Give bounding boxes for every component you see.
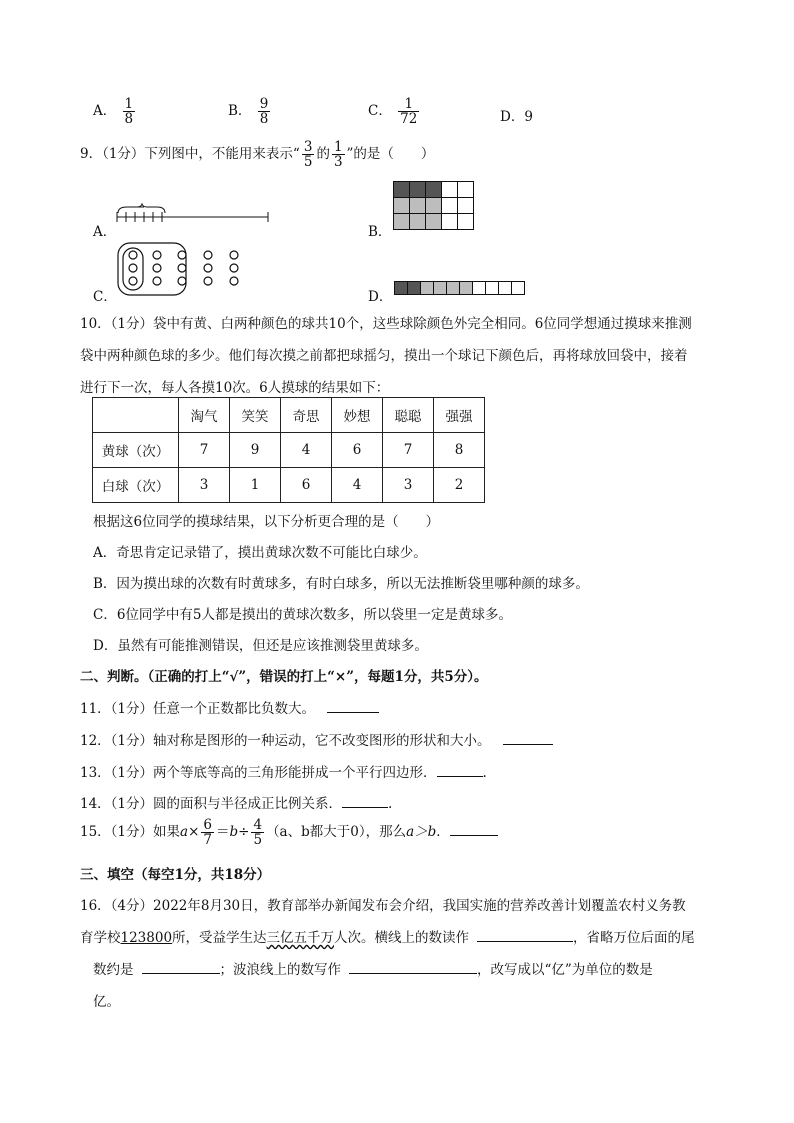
table-cell: 白球（次） — [93, 468, 179, 503]
table-cell: 笑笑 — [230, 398, 281, 433]
q10-option-d: D．虽然有可能推测错误，但还是应该推测袋里黄球多。 — [93, 638, 428, 654]
q8-option-a: A． $\frac{1}{8}$ — [93, 96, 134, 128]
table-cell: 妙想 — [332, 398, 383, 433]
table-cell: 奇思 — [281, 398, 332, 433]
fraction: $\frac{1}{72}$ — [400, 96, 418, 128]
table-cell: 聪聪 — [383, 398, 434, 433]
wavy-underlined-number: 三亿五千万 — [266, 930, 335, 946]
q9-label-c: C． — [93, 289, 117, 305]
figure-a-segment — [115, 203, 275, 225]
table-cell: 8 — [434, 433, 485, 468]
q8-option-b: B． $\frac{9}{8}$ — [228, 96, 269, 128]
answer-blank — [477, 929, 573, 942]
table-row — [93, 468, 485, 503]
answer-blank — [437, 764, 483, 777]
fraction: $\frac{9}{8}$ — [259, 96, 269, 128]
table-cell: 淘气 — [179, 398, 230, 433]
table-cell: 7 — [179, 433, 230, 468]
q16-line-4: 亿。 — [93, 994, 120, 1010]
q9-label-b: B． — [368, 224, 392, 240]
q10-option-c: C．6位同学中有5人都是摸出的黄球次数多，所以袋里一定是黄球多。 — [93, 607, 513, 623]
table-cell: 1 — [230, 468, 281, 503]
table-cell: 6 — [332, 433, 383, 468]
q9-label-a: A． — [93, 224, 117, 240]
table-cell: 4 — [332, 468, 383, 503]
answer-blank — [349, 961, 477, 974]
answer-blank — [503, 732, 553, 745]
figure-d-strip — [394, 281, 526, 297]
q11: 11．（1分）任意一个正数都比负数大。 — [80, 697, 379, 717]
fraction: $\frac{1}{3}$ — [333, 139, 343, 171]
table-cell: 3 — [179, 468, 230, 503]
table-cell — [93, 398, 179, 433]
q10-option-a: A．奇思肯定记录错了，摸出黄球次数不可能比白球少。 — [93, 545, 427, 561]
q9-label-d: D． — [368, 289, 393, 305]
fraction: $\frac{3}{5}$ — [303, 139, 313, 171]
table-cell: 7 — [383, 433, 434, 468]
figure-c-circles — [115, 241, 250, 297]
table-cell: 强强 — [434, 398, 485, 433]
q12: 12．（1分）轴对称是图形的一种运动，它不改变图形的形状和大小。 — [80, 729, 553, 749]
underlined-number: 123800 — [120, 930, 173, 946]
q16-line-2: 育学校123800所，受益学生达三亿五千万人次。横线上的数读作 ，省略万位后面的尾 — [80, 930, 695, 946]
q16-line-3: 数约是 ；波浪线上的数写作 ，改写成以“亿”为单位的数是 — [93, 962, 653, 978]
table-cell: 3 — [383, 468, 434, 503]
answer-blank — [142, 961, 220, 974]
q14: 14．（1分）圆的面积与半径成正比例关系． . — [80, 796, 393, 812]
section-2-title: 二、判断。（正确的打上“√”，错误的打上“×”，每题1分，共5分）。 — [80, 669, 488, 685]
q10-line-2: 袋中两种颜色球的多少。他们每次摸之前都把球摇匀，摸出一个球记下颜色后，再将球放回袋中，接着 — [80, 348, 688, 364]
section-3-title: 三、填空（每空1分，共18分） — [80, 867, 271, 883]
results-table — [92, 397, 485, 503]
q10-line-3: 进行下一次，每人各摸10次。6人摸球的结果如下： — [80, 380, 390, 396]
q15: 15．（1分）如果a× $\frac{6}{7}$ ＝b÷ $\frac{4}{5}$ （a、b都大于0），那么a＞b． — [80, 818, 498, 847]
table-cell: 4 — [281, 433, 332, 468]
table-cell: 9 — [230, 433, 281, 468]
q10-line-1: 10．（1分）袋中有黄、白两种颜色的球共10个，这些球除颜色外完全相同。6位同学想通过摸球来推测 — [80, 316, 692, 332]
q8-option-c: C． $\frac{1}{72}$ — [368, 96, 418, 128]
q13: 13．（1分）两个等底等高的三角形能拼成一个平行四边形． . — [80, 765, 487, 781]
q10-question: 根据这6位同学的摸球结果，以下分析更合理的是（ ） — [93, 514, 440, 530]
table-cell: 2 — [434, 468, 485, 503]
table-cell: 黄球（次） — [93, 433, 179, 468]
table-header-row — [93, 398, 485, 433]
fraction: $\frac{1}{8}$ — [124, 96, 134, 128]
q9-stem: 9．（1分）下列图中，不能用来表示“ $\frac{3}{5}$ 的 $\frac{1}{3}$ ”的是（ ） — [80, 139, 435, 171]
q10-option-b: B．因为摸出球的次数有时黄球多，有时白球多，所以无法推断袋里哪种颜的球多。 — [93, 576, 589, 592]
figure-b-grid — [393, 181, 475, 231]
table-row — [93, 433, 485, 468]
table-cell: 6 — [281, 468, 332, 503]
fraction: $\frac{4}{5}$ — [253, 817, 263, 849]
fraction: $\frac{6}{7}$ — [203, 817, 212, 849]
answer-blank — [450, 823, 498, 836]
q8-option-d: D．9 — [500, 109, 533, 125]
answer-blank — [342, 795, 388, 808]
q16-line-1: 16．（4分）2022年8月30日，教育部举办新闻发布会介绍，我国实施的营养改善计划覆盖农村义务教 — [80, 898, 686, 914]
answer-blank — [327, 700, 379, 713]
